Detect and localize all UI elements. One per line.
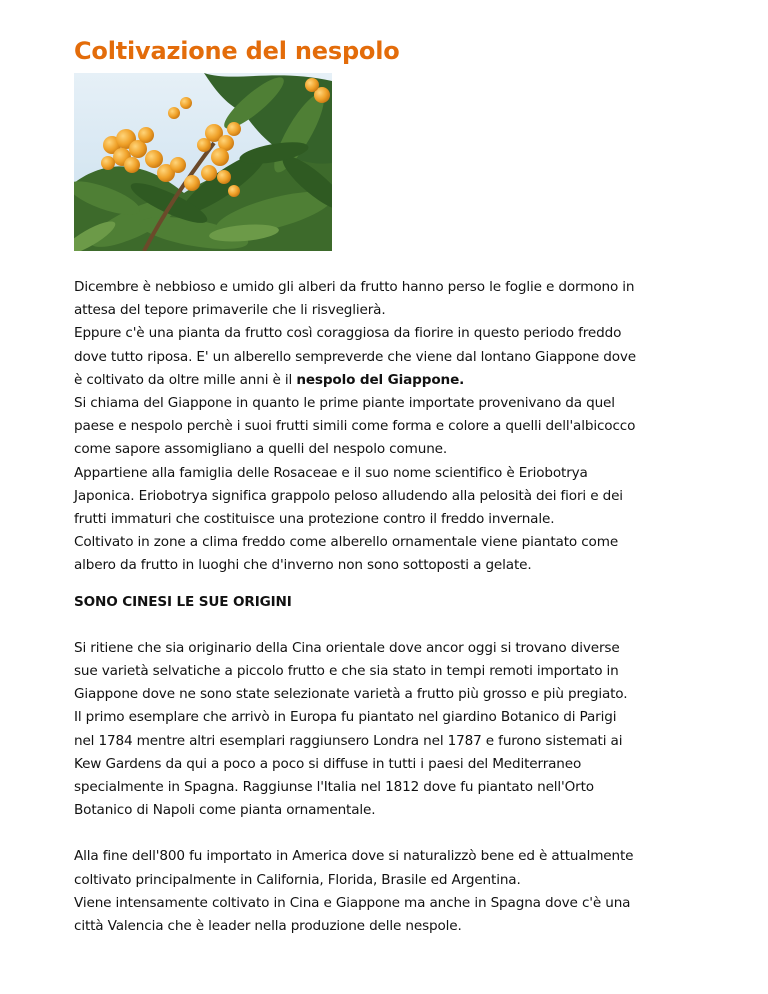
text-line: Giappone dove ne sono state selezionate varietà a frutto più grosso e più pregiato. — [74, 686, 628, 703]
text-line: Viene intensamente coltivato in Cina e Giappone ma anche in Spagna dove c'è una — [74, 894, 631, 911]
text-line: Coltivato in zone a clima freddo come alberello ornamentale viene piantato come — [74, 534, 619, 551]
text-line: città Valencia che è leader nella produzione delle nespole. — [74, 918, 462, 935]
text-line: nel 1784 mentre altri esemplari raggiunsero Londra nel 1787 e furono sistemati ai — [74, 732, 623, 749]
text-line: Appartiene alla famiglia delle Rosaceae e il suo nome scientifico è Eriobotrya — [74, 464, 588, 481]
section-heading: SONO CINESI LE SUE ORIGINI — [74, 593, 292, 610]
text-line: coltivato principalmente in California, Florida, Brasile ed Argentina. — [74, 871, 521, 888]
text-line: come sapore assomigliano a quelli del nespolo comune. — [74, 441, 448, 458]
page-title: Coltivazione del nespolo — [74, 37, 400, 65]
bold-highlight: nespolo del Giappone. — [296, 371, 465, 388]
article-body — [74, 276, 704, 938]
text-line: Japonica. Eriobotrya significa grappolo peloso alludendo alla pelosità dei fiori e dei — [74, 487, 623, 504]
text-segment: è coltivato da oltre mille anni è il — [74, 371, 297, 388]
text-line: paese e nespolo perchè i suoi frutti simili come forma e colore a quelli dell'albicocco — [74, 418, 636, 435]
america-paragraph — [74, 845, 704, 938]
text-line: Kew Gardens da qui a poco a poco si diffuse in tutti i paesi del Mediterraneo — [74, 755, 582, 772]
loquat-photo-icon — [74, 73, 332, 251]
text-line: Il primo esemplare che arrivò in Europa fu piantato nel giardino Botanico di Parigi — [74, 709, 617, 726]
text-line: specialmente in Spagna. Raggiunse l'Italia nel 1812 dove fu piantato nell'Orto — [74, 779, 594, 796]
text-line: dove tutto riposa. E' un alberello sempreverde che viene dal lontano Giappone dove — [74, 348, 636, 365]
text-line: Dicembre è nebbioso e umido gli alberi da frutto hanno perso le foglie e dormono in — [74, 279, 635, 295]
text-line: frutti immaturi che costituisce una protezione contro il freddo invernale. — [74, 511, 555, 528]
text-line: attesa del tepore primaverile che li risveglierà. — [74, 302, 386, 319]
text-line: Botanico di Napoli come pianta ornamentale. — [74, 802, 376, 819]
text-line: Si ritiene che sia originario della Cina orientale dove ancor oggi si trovano diverse — [74, 639, 620, 656]
text-line: Alla fine dell'800 fu importato in America dove si naturalizzò bene ed è attualmente — [74, 848, 634, 865]
intro-paragraph — [74, 276, 704, 578]
text-line: Si chiama del Giappone in quanto le prime piante importate provenivano da quel — [74, 395, 615, 412]
document-page — [74, 30, 704, 938]
text-line: albero da frutto in luoghi che d'inverno non sono sottoposti a gelate. — [74, 557, 532, 574]
origins-paragraph — [74, 637, 704, 823]
text-line: sue varietà selvatiche a piccolo frutto e che sia stato in tempi remoti importato in — [74, 663, 619, 680]
text-line: Eppure c'è una pianta da frutto così coraggiosa da fiorire in questo periodo freddo — [74, 325, 622, 342]
text-line — [74, 369, 704, 392]
